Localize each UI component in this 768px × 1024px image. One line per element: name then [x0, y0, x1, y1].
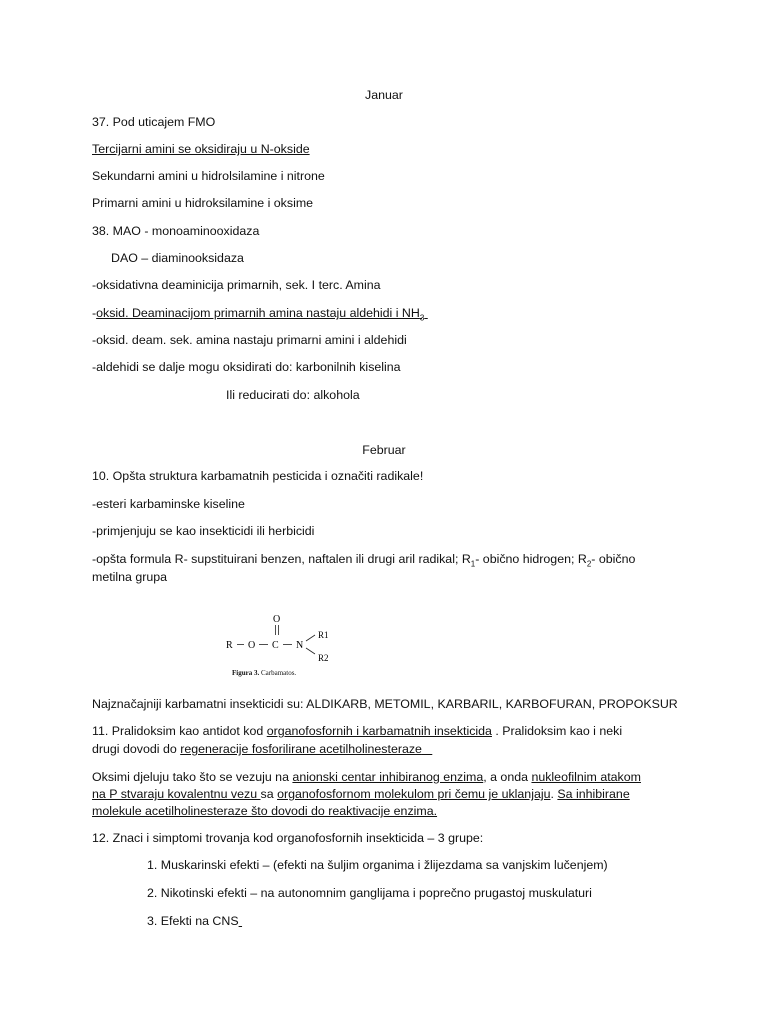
r2-label: R2: [318, 653, 329, 663]
q38-line-2: [92, 306, 428, 321]
q11-underline-2: [180, 742, 432, 756]
q38-line-1: -oksidativna deaminicija primarnih, sek. I terc. Amina: [92, 278, 381, 292]
carbamate-insecticides-line: Najznačajniji karbamatni insekticidi su: ALDIKARB, METOMIL, KARBARIL, KARBOFURAN, PROPOKSUR: [92, 697, 678, 711]
q38-line-4: -aldehidi se dalje mogu oksidirati do: karbonilnih kiselina: [92, 360, 401, 374]
q38-line-2-underlined: [96, 306, 428, 323]
q11-p2-underline-1: anionski centar inhibiranog enzima: [292, 770, 484, 784]
q10-line-3-sub-1: 1: [470, 559, 476, 569]
q11-text-a: 11. Pralidoksim kao antidot kod: [92, 724, 267, 738]
carbamate-structure-svg: [222, 608, 350, 668]
nitrogen-label: N: [296, 640, 304, 651]
figure-caption: [232, 669, 296, 677]
q11-p2-underline-5: Sa inhibirane: [557, 787, 630, 801]
q11-text-b: . Pralidoksim kao i neki: [491, 724, 623, 738]
q11-line-1: [92, 724, 622, 739]
q10-line-3-sub-2: 2: [586, 559, 592, 569]
q10-line-3: [92, 552, 635, 567]
figure-caption-text: Carbamatos.: [260, 669, 297, 677]
q10-line-3-part-a: -opšta formula R- supstituirani benzen, naftalen ili drugi aril radikal; R: [92, 552, 471, 566]
r1-label: R1: [318, 630, 329, 640]
q11-underline-2-text: regeneracije fosforilirane acetilholinesteraze: [180, 742, 422, 756]
q11-para2-line-1: [92, 770, 641, 785]
q38-line-5: Ili reducirati do: alkohola: [226, 388, 360, 402]
q10-line-1: -esteri karbaminske kiseline: [92, 497, 245, 511]
q11-p2-text-a: Oksimi djeluju tako što se vezuju na: [92, 770, 293, 784]
q11-p2-text-d: .: [550, 787, 558, 801]
ester-oxygen-label: O: [248, 640, 256, 651]
question-37-title: 37. Pod uticajem FMO: [92, 115, 216, 129]
q38-line-3: -oksid. deam. sek. amina nastaju primarni amini i aldehidi: [92, 333, 407, 347]
q12-item-2: 2. Nikotinski efekti – na autonomnim ganglijama i poprečno prugastoj muskulaturi: [147, 886, 592, 900]
carbon-label: C: [272, 640, 279, 651]
q10-line-3-part-c: - obično: [591, 552, 636, 566]
q37-line-1: Tercijarni amini se oksidiraju u N-okside: [92, 142, 310, 156]
q38-line-2-text: oksid. Deaminacijom primarnih amina nastaju aldehidi i NH: [96, 306, 420, 320]
q11-underline-1: organofosfornih i karbamatnih insekticida: [266, 724, 492, 738]
q10-line-2: -primjenjuju se kao insekticidi ili herbicidi: [92, 524, 315, 538]
q10-line-3-part-b: - obično hidrogen; R: [475, 552, 587, 566]
q11-p2-underline-2: nukleofilnim atakom: [531, 770, 641, 784]
bond-n-r1: [306, 635, 315, 641]
q11-para2-line-2: [92, 787, 630, 802]
q11-p2-underline-4: organofosfornom molekulom pri čemu je uklanjaju: [277, 787, 551, 801]
r-group-label: R: [226, 640, 233, 651]
section-heading-januar: Januar: [365, 88, 403, 102]
q11-line-2: [92, 742, 432, 757]
carbonyl-oxygen-label: O: [273, 614, 281, 625]
q12-item-1: 1. Muskarinski efekti – (efekti na šuljim organima i žlijezdama sa vanjskim lučenjem): [147, 858, 608, 872]
figure-caption-label: Figura 3.: [232, 669, 260, 677]
q12-item-3-text: 3. Efekti na CNS: [147, 914, 239, 928]
q11-p2-text-b: , a onda: [483, 770, 532, 784]
bond-n-r2: [306, 648, 315, 654]
question-12-title: 12. Znaci i simptomi trovanja kod organofosfornih insekticida – 3 grupe:: [92, 831, 484, 845]
question-10-title: 10. Opšta struktura karbamatnih pesticida i označiti radikale!: [92, 469, 424, 483]
q38-dao-line: DAO – diaminooksidaza: [111, 251, 244, 265]
q10-line-3-continued: metilna grupa: [92, 570, 168, 584]
q11-text-c: drugi dovodi do: [92, 742, 181, 756]
q37-line-2: Sekundarni amini u hidrolsilamine i nitrone: [92, 169, 325, 183]
q11-p2-text-c: sa: [260, 787, 278, 801]
q37-line-3: Primarni amini u hidroksilamine i oksime: [92, 196, 314, 210]
q11-para2-line-3: molekule acetilholinesteraze što dovodi do reaktivacije enzima.: [92, 804, 438, 818]
section-heading-februar: Februar: [362, 443, 406, 457]
q38-line-2-subscript: 3: [419, 313, 425, 323]
q12-item-3: [147, 914, 242, 929]
q38-line-2-prefix: -: [92, 306, 97, 320]
q11-p2-underline-3: na P stvaraju kovalentnu vezu: [92, 787, 261, 801]
question-38-title: 38. MAO - monoaminooxidaza: [92, 224, 260, 238]
